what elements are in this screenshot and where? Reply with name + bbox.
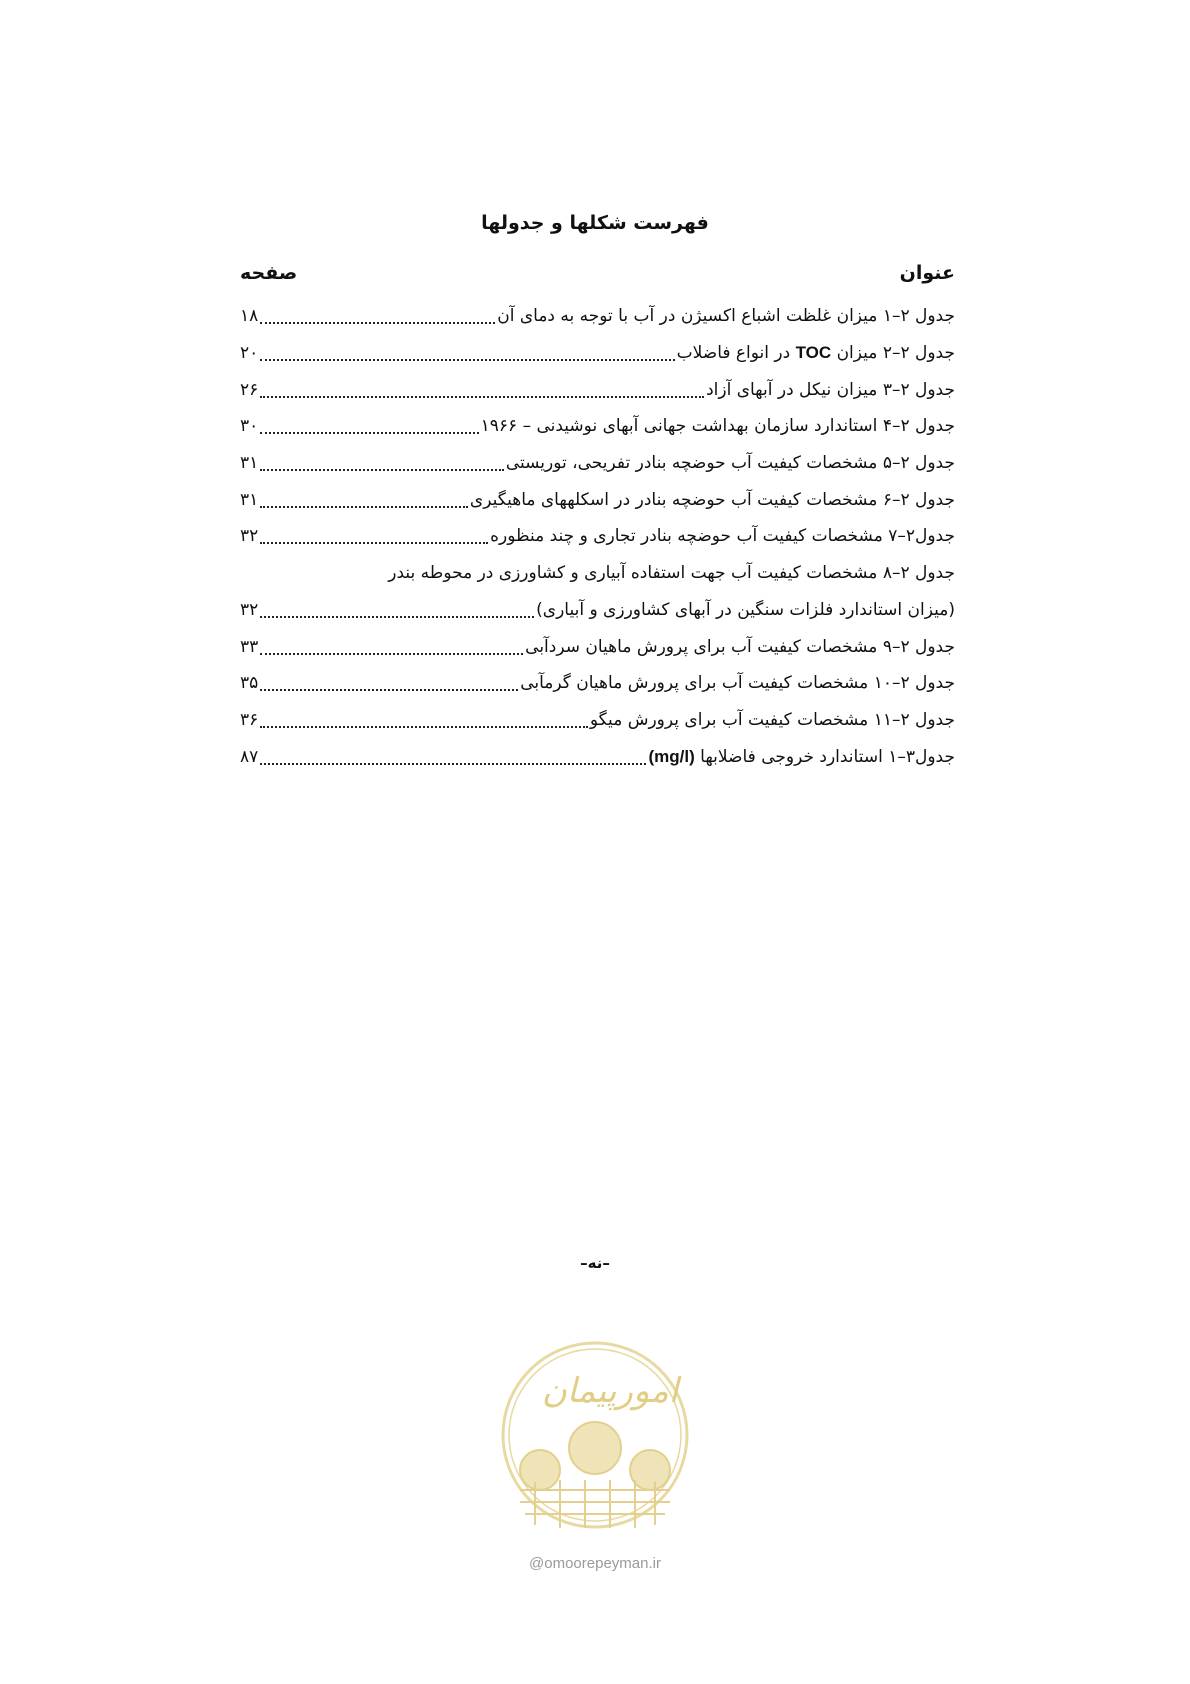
watermark-logo-text: امورپیمان <box>541 1371 679 1411</box>
table-of-contents <box>240 298 955 775</box>
page-number: –نه– <box>580 1254 610 1272</box>
toc-entry-page-number: ۲۶ <box>240 379 259 400</box>
toc-entry-page-number: ۳۰ <box>240 416 259 437</box>
toc-entry-title <box>470 490 955 510</box>
toc-dot-leader <box>260 469 504 471</box>
column-title-label: عنوان <box>899 262 955 284</box>
toc-dot-leader <box>260 763 646 765</box>
toc-dot-leader <box>260 542 488 544</box>
toc-dot-leader <box>260 726 588 728</box>
toc-entry[interactable] <box>240 445 955 482</box>
toc-entry[interactable] <box>240 592 955 629</box>
toc-entry-text: جدول ۲–۵ مشخصات کیفیت آب حوضچه بنادر تفریحی، توریستی <box>505 453 955 474</box>
toc-entry-title <box>677 343 955 363</box>
toc-dot-leader <box>260 689 518 691</box>
toc-entry[interactable] <box>240 298 955 335</box>
toc-entry-latin-term: TOC <box>795 343 832 363</box>
toc-entry-page-number: ۳۲ <box>240 526 259 547</box>
toc-entry[interactable] <box>240 371 955 408</box>
toc-dot-leader <box>260 432 478 434</box>
toc-entry[interactable] <box>240 628 955 665</box>
toc-entry-title <box>506 453 955 473</box>
toc-entry-text: جدول ۲–۶ مشخصات کیفیت آب حوضچه بنادر در اسکلههای ماهیگیری <box>469 489 955 510</box>
toc-entry[interactable] <box>240 408 955 445</box>
watermark-url: @omoorepeyman.ir <box>529 1555 661 1572</box>
toc-header-row <box>240 262 955 290</box>
toc-entry[interactable] <box>240 738 955 775</box>
toc-dot-leader <box>260 359 674 361</box>
toc-entry[interactable] <box>240 518 955 555</box>
toc-dot-leader <box>260 616 534 618</box>
toc-dot-leader <box>260 506 468 508</box>
toc-dot-leader <box>260 322 495 324</box>
toc-entry-text: جدول۲–۷ مشخصات کیفیت آب حوضچه بنادر تجاری و چند منظوره <box>490 526 955 547</box>
toc-entry-latin-term: (mg/l) <box>648 746 695 766</box>
toc-entry-page-number: ۳۶ <box>240 709 259 730</box>
toc-entry-text: جدول ۲–۸ مشخصات کیفیت آب جهت استفاده آبیاری و کشاورزی در محوطه بندر <box>388 563 955 584</box>
toc-entry-title <box>590 710 955 730</box>
toc-entry-text: جدول ۲–۲ میزان <box>831 343 955 364</box>
toc-entry-text: جدول ۲–۹ مشخصات کیفیت آب برای پرورش ماهیان سردآبی <box>525 636 955 657</box>
toc-entry-title <box>706 380 955 400</box>
toc-entry-title <box>525 637 955 657</box>
toc-entry-title <box>490 526 955 546</box>
toc-entry-page-number: ۲۰ <box>240 343 259 364</box>
toc-entry-page-number: ۳۳ <box>240 636 259 657</box>
toc-entry-text: جدول ۲–۱۱ مشخصات کیفیت آب برای پرورش میگو <box>589 709 955 730</box>
toc-entry[interactable] <box>240 481 955 518</box>
toc-entry-title <box>520 673 955 693</box>
toc-dot-leader <box>260 396 704 398</box>
toc-entry-page-number: ۱۸ <box>240 306 259 327</box>
toc-entry-text: جدول ۲–۳ میزان نیکل در آبهای آزاد <box>706 379 955 400</box>
toc-entry-text: جدول ۲–۱ میزان غلظت اشباع اکسیژن در آب با توجه به دمای آن <box>497 306 955 327</box>
toc-dot-leader <box>260 653 523 655</box>
toc-entry-title <box>481 416 955 436</box>
toc-entry-text: (میزان استاندارد فلزات سنگین در آبهای کشاورزی و آبیاری) <box>536 599 955 620</box>
page-title: فهرست شکلها و جدولها <box>481 212 709 234</box>
toc-entry-page-number: ۳۵ <box>240 673 259 694</box>
watermark-logo-icon <box>490 1330 700 1570</box>
toc-entry-text-suffix: در انواع فاضلاب <box>676 343 796 364</box>
toc-entry[interactable] <box>240 555 955 592</box>
toc-entry-page-number: ۸۷ <box>240 746 259 767</box>
toc-entry-title <box>497 306 955 326</box>
toc-entry[interactable] <box>240 335 955 372</box>
toc-entry-text: جدول۳–۱ استاندارد خروجی فاضلابها <box>694 746 955 767</box>
toc-entry-title <box>536 600 955 620</box>
toc-entry-title <box>388 563 955 583</box>
toc-entry-text: جدول ۲–۴ استاندارد سازمان بهداشت جهانی آبهای نوشیدنی – ۱۹۶۶ <box>480 416 955 437</box>
column-page-label: صفحه <box>240 262 298 284</box>
toc-entry-title <box>648 747 955 767</box>
toc-entry[interactable] <box>240 665 955 702</box>
toc-entry-page-number: ۳۲ <box>240 599 259 620</box>
toc-entry[interactable] <box>240 702 955 739</box>
toc-entry-page-number: ۳۱ <box>240 489 259 510</box>
toc-entry-text: جدول ۲–۱۰ مشخصات کیفیت آب برای پرورش ماهیان گرمآبی <box>520 673 955 694</box>
toc-entry-page-number: ۳۱ <box>240 453 259 474</box>
